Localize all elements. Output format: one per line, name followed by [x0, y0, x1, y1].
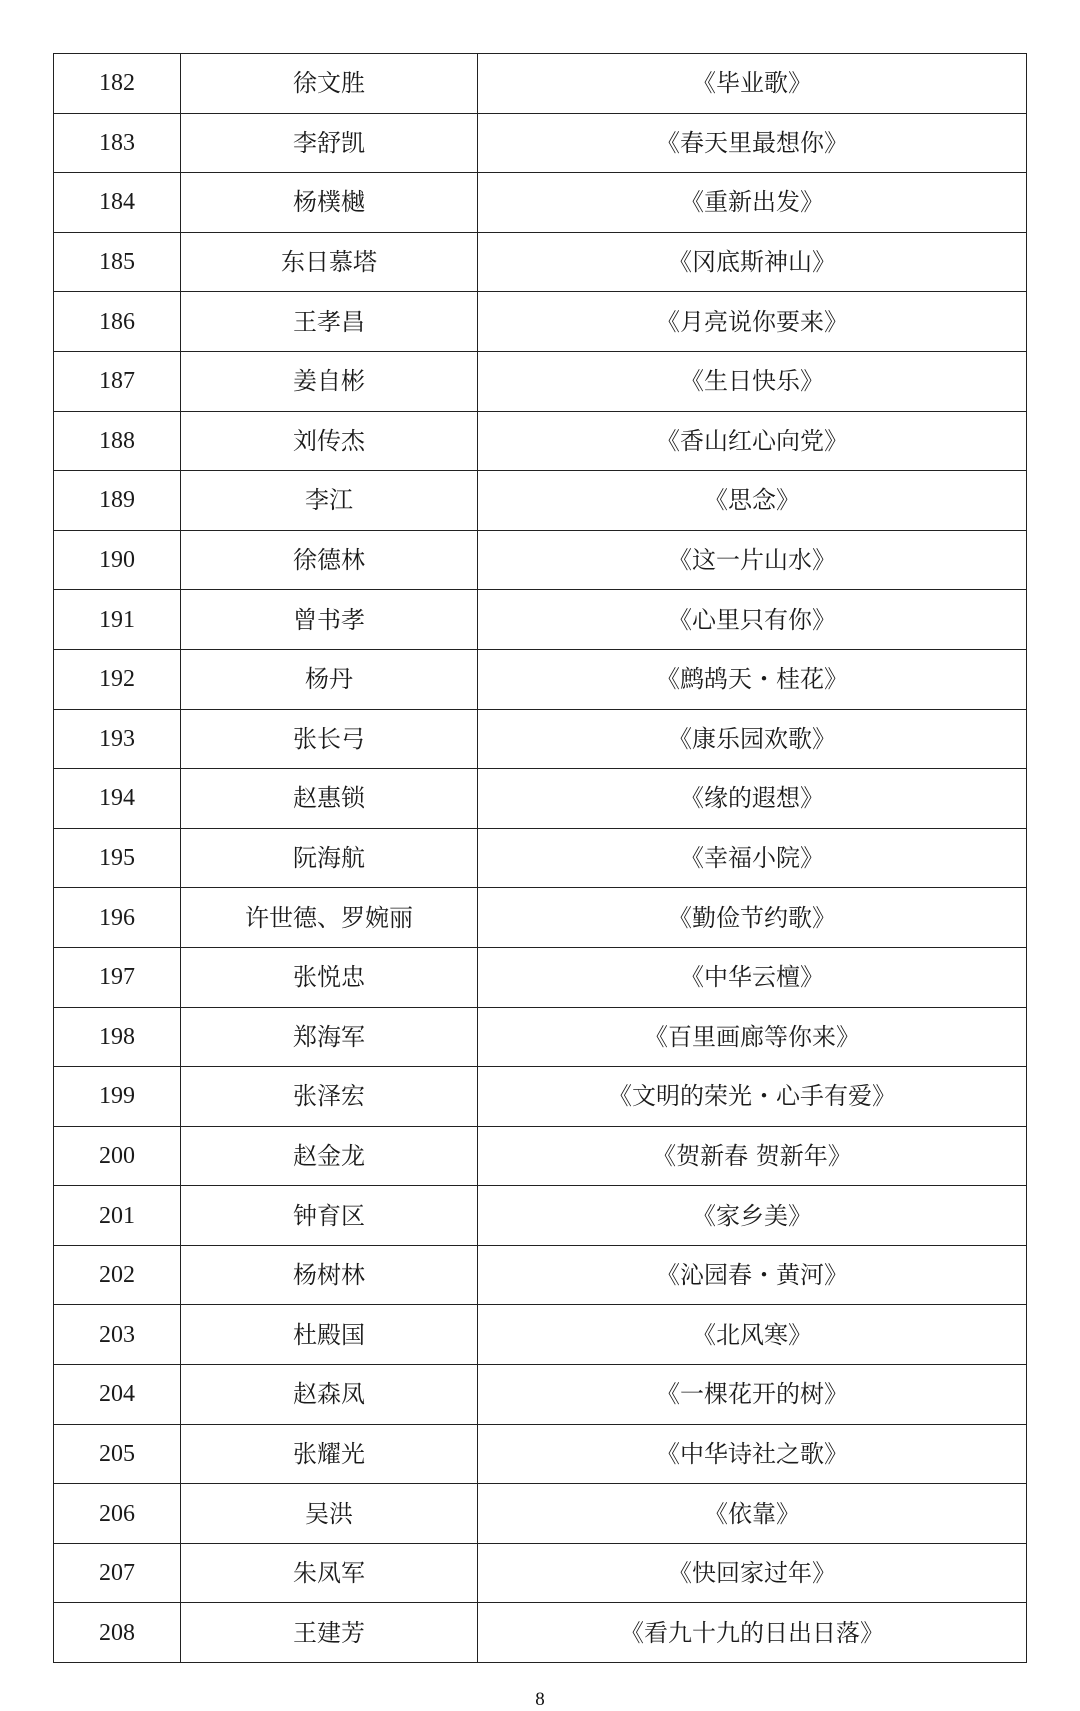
entry-number-cell: 202 — [54, 1245, 181, 1305]
work-title-cell: 《看九十九的日出日落》 — [478, 1603, 1027, 1663]
work-title-cell: 《月亮说你要来》 — [478, 292, 1027, 352]
table-row — [54, 1365, 1027, 1425]
table-row — [54, 1543, 1027, 1603]
work-title-cell: 《香山红心向党》 — [478, 411, 1027, 471]
work-title-cell: 《依靠》 — [478, 1484, 1027, 1544]
entry-number-cell: 200 — [54, 1126, 181, 1186]
entry-number-cell: 201 — [54, 1186, 181, 1246]
author-name-cell: 曾书孝 — [181, 590, 478, 650]
entries-table-body — [54, 54, 1027, 1663]
author-name-cell: 徐文胜 — [181, 54, 478, 114]
table-row — [54, 1007, 1027, 1067]
work-title-cell: 《思念》 — [478, 471, 1027, 531]
author-name-cell: 张悦忠 — [181, 947, 478, 1007]
work-title-cell: 《毕业歌》 — [478, 54, 1027, 114]
author-name-cell: 张泽宏 — [181, 1067, 478, 1127]
entry-number-cell: 186 — [54, 292, 181, 352]
work-title-cell: 《文明的荣光・心手有爱》 — [478, 1067, 1027, 1127]
author-name-cell: 朱凤军 — [181, 1543, 478, 1603]
work-title-cell: 《重新出发》 — [478, 173, 1027, 233]
table-row — [54, 232, 1027, 292]
work-title-cell: 《一棵花开的树》 — [478, 1365, 1027, 1425]
author-name-cell: 王建芳 — [181, 1603, 478, 1663]
table-row — [54, 709, 1027, 769]
table-row — [54, 590, 1027, 650]
work-title-cell: 《生日快乐》 — [478, 351, 1027, 411]
table-row — [54, 173, 1027, 233]
table-row — [54, 471, 1027, 531]
author-name-cell: 杨樸樾 — [181, 173, 478, 233]
table-row — [54, 1245, 1027, 1305]
table-row — [54, 1424, 1027, 1484]
author-name-cell: 姜自彬 — [181, 351, 478, 411]
work-title-cell: 《家乡美》 — [478, 1186, 1027, 1246]
author-name-cell: 徐德林 — [181, 530, 478, 590]
table-row — [54, 828, 1027, 888]
work-title-cell: 《北风寒》 — [478, 1305, 1027, 1365]
author-name-cell: 李江 — [181, 471, 478, 531]
work-title-cell: 《缘的遐想》 — [478, 769, 1027, 829]
table-row — [54, 1484, 1027, 1544]
entry-number-cell: 199 — [54, 1067, 181, 1127]
author-name-cell: 李舒凯 — [181, 113, 478, 173]
entry-number-cell: 188 — [54, 411, 181, 471]
table-row — [54, 54, 1027, 114]
entry-number-cell: 207 — [54, 1543, 181, 1603]
entry-number-cell: 187 — [54, 351, 181, 411]
entries-table — [53, 53, 1027, 1663]
author-name-cell: 王孝昌 — [181, 292, 478, 352]
entry-number-cell: 185 — [54, 232, 181, 292]
author-name-cell: 赵金龙 — [181, 1126, 478, 1186]
work-title-cell: 《中华诗社之歌》 — [478, 1424, 1027, 1484]
work-title-cell: 《幸福小院》 — [478, 828, 1027, 888]
author-name-cell: 郑海军 — [181, 1007, 478, 1067]
table-row — [54, 947, 1027, 1007]
table-row — [54, 888, 1027, 948]
table-row — [54, 1067, 1027, 1127]
author-name-cell: 杨树林 — [181, 1245, 478, 1305]
entry-number-cell: 203 — [54, 1305, 181, 1365]
author-name-cell: 张长弓 — [181, 709, 478, 769]
table-row — [54, 1186, 1027, 1246]
entry-number-cell: 197 — [54, 947, 181, 1007]
entry-number-cell: 194 — [54, 769, 181, 829]
work-title-cell: 《中华云檀》 — [478, 947, 1027, 1007]
author-name-cell: 许世德、罗婉丽 — [181, 888, 478, 948]
work-title-cell: 《百里画廊等你来》 — [478, 1007, 1027, 1067]
author-name-cell: 阮海航 — [181, 828, 478, 888]
table-row — [54, 1305, 1027, 1365]
entry-number-cell: 205 — [54, 1424, 181, 1484]
table-row — [54, 1603, 1027, 1663]
table-row — [54, 113, 1027, 173]
author-name-cell: 吴洪 — [181, 1484, 478, 1544]
table-row — [54, 649, 1027, 709]
table-row — [54, 1126, 1027, 1186]
author-name-cell: 东日慕塔 — [181, 232, 478, 292]
table-row — [54, 769, 1027, 829]
work-title-cell: 《贺新春 贺新年》 — [478, 1126, 1027, 1186]
table-row — [54, 292, 1027, 352]
entry-number-cell: 198 — [54, 1007, 181, 1067]
entry-number-cell: 191 — [54, 590, 181, 650]
page-number: 8 — [535, 1689, 545, 1710]
author-name-cell: 钟育区 — [181, 1186, 478, 1246]
work-title-cell: 《这一片山水》 — [478, 530, 1027, 590]
entry-number-cell: 190 — [54, 530, 181, 590]
work-title-cell: 《鹧鸪天・桂花》 — [478, 649, 1027, 709]
work-title-cell: 《快回家过年》 — [478, 1543, 1027, 1603]
entry-number-cell: 208 — [54, 1603, 181, 1663]
table-row — [54, 411, 1027, 471]
work-title-cell: 《春天里最想你》 — [478, 113, 1027, 173]
entry-number-cell: 196 — [54, 888, 181, 948]
author-name-cell: 刘传杰 — [181, 411, 478, 471]
author-name-cell: 赵森凤 — [181, 1365, 478, 1425]
entry-number-cell: 192 — [54, 649, 181, 709]
work-title-cell: 《勤俭节约歌》 — [478, 888, 1027, 948]
author-name-cell: 张耀光 — [181, 1424, 478, 1484]
entry-number-cell: 184 — [54, 173, 181, 233]
work-title-cell: 《沁园春・黄河》 — [478, 1245, 1027, 1305]
work-title-cell: 《康乐园欢歌》 — [478, 709, 1027, 769]
entry-number-cell: 189 — [54, 471, 181, 531]
author-name-cell: 杜殿国 — [181, 1305, 478, 1365]
entry-number-cell: 183 — [54, 113, 181, 173]
entry-number-cell: 182 — [54, 54, 181, 114]
entry-number-cell: 204 — [54, 1365, 181, 1425]
author-name-cell: 赵惠锁 — [181, 769, 478, 829]
table-row — [54, 351, 1027, 411]
entry-number-cell: 193 — [54, 709, 181, 769]
author-name-cell: 杨丹 — [181, 649, 478, 709]
work-title-cell: 《冈底斯神山》 — [478, 232, 1027, 292]
entry-number-cell: 195 — [54, 828, 181, 888]
table-row — [54, 530, 1027, 590]
work-title-cell: 《心里只有你》 — [478, 590, 1027, 650]
entry-number-cell: 206 — [54, 1484, 181, 1544]
